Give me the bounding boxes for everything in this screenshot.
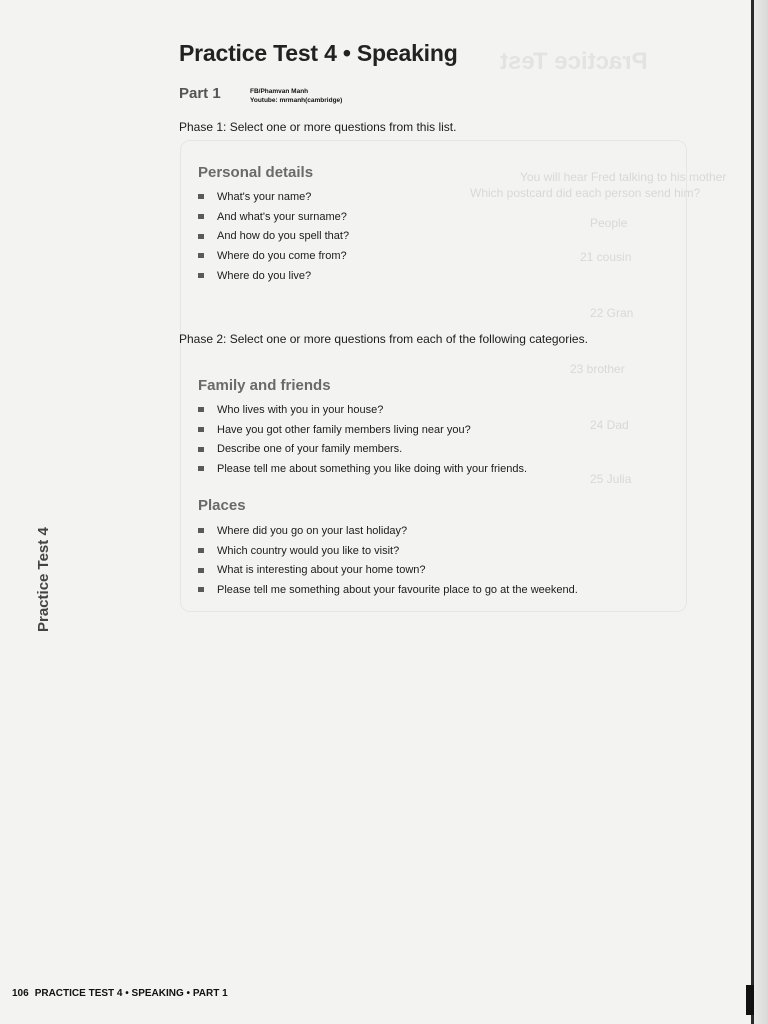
page-footer — [12, 988, 228, 999]
question-text: What's your name? — [217, 190, 312, 203]
question-text: Where do you live? — [217, 269, 312, 282]
bleed-through-text: 21 cousin — [580, 250, 632, 264]
square-bullet-icon — [198, 273, 204, 278]
question-text: And how do you spell that? — [217, 230, 350, 243]
square-bullet-icon — [198, 194, 204, 199]
bleed-through-text: 23 brother — [570, 362, 625, 376]
question-text: Who lives with you in your house? — [217, 403, 384, 416]
page-title: Practice Test 4 • Speaking — [179, 40, 458, 66]
binding-shadow — [754, 0, 768, 1024]
binding-edge — [751, 0, 754, 1024]
square-bullet-icon — [198, 253, 204, 258]
list-item — [198, 246, 349, 266]
question-text: What is interesting about your home town? — [217, 564, 426, 577]
part-label: Part 1 — [179, 85, 221, 102]
square-bullet-icon — [198, 407, 204, 412]
question-text: Describe one of your family members. — [217, 443, 403, 456]
question-text: Have you got other family members living near you? — [217, 423, 471, 436]
list-item — [198, 187, 349, 207]
square-bullet-icon — [198, 587, 204, 592]
list-item — [198, 420, 527, 440]
bleed-through-text: 24 Dad — [590, 418, 629, 432]
bleed-through-text: 25 Julia — [590, 472, 632, 486]
binding-edge-mark — [746, 985, 754, 1015]
list-item — [198, 226, 349, 246]
list-item — [198, 400, 527, 420]
question-list-personal-details — [198, 187, 349, 285]
bleed-through-text: People — [590, 216, 628, 230]
list-item — [198, 541, 578, 561]
square-bullet-icon — [198, 568, 204, 573]
section-heading-family-and-friends: Family and friends — [198, 377, 331, 394]
list-item — [198, 439, 527, 459]
list-item — [198, 580, 578, 600]
question-list-places — [198, 521, 578, 600]
square-bullet-icon — [198, 466, 204, 471]
bleed-through-text: You will hear Fred talking to his mother — [520, 170, 727, 184]
list-item — [198, 459, 527, 479]
list-item — [198, 266, 349, 286]
question-text: Please tell me about something you like doing with your friends. — [217, 462, 528, 475]
question-text: Which country would you like to visit? — [217, 544, 400, 557]
question-list-family-and-friends — [198, 400, 527, 479]
page-number: 106 — [12, 988, 29, 999]
list-item — [198, 560, 578, 580]
bleed-through-title: Practice Test — [500, 48, 648, 75]
question-text: And what's your surname? — [217, 210, 347, 223]
square-bullet-icon — [198, 548, 204, 553]
running-title: PRACTICE TEST 4 • SPEAKING • PART 1 — [34, 988, 228, 999]
bleed-through-text: 22 Gran — [590, 306, 634, 320]
credit-line: FB/Phamvan Manh — [250, 88, 309, 95]
list-item — [198, 521, 578, 541]
bleed-through-text: Which postcard did each person send him? — [470, 186, 701, 200]
question-text: Where did you go on your last holiday? — [217, 524, 408, 537]
square-bullet-icon — [198, 214, 204, 219]
side-tab-label: Practice Test 4 — [35, 527, 52, 632]
square-bullet-icon — [198, 447, 204, 452]
section-heading-personal-details: Personal details — [198, 164, 314, 181]
question-text: Please tell me something about your favourite place to go at the weekend. — [217, 583, 578, 596]
credit-stamp — [250, 87, 342, 105]
question-text: Where do you come from? — [217, 249, 347, 262]
credit-line: Youtube: mrmanh(cambridge) — [250, 97, 343, 104]
phase-2-instruction: Phase 2: Select one or more questions from each of the following categories. — [179, 332, 588, 346]
square-bullet-icon — [198, 427, 204, 432]
phase-1-instruction: Phase 1: Select one or more questions from this list. — [179, 120, 457, 134]
square-bullet-icon — [198, 528, 204, 533]
list-item — [198, 207, 349, 227]
section-heading-places: Places — [198, 497, 246, 514]
square-bullet-icon — [198, 234, 204, 239]
